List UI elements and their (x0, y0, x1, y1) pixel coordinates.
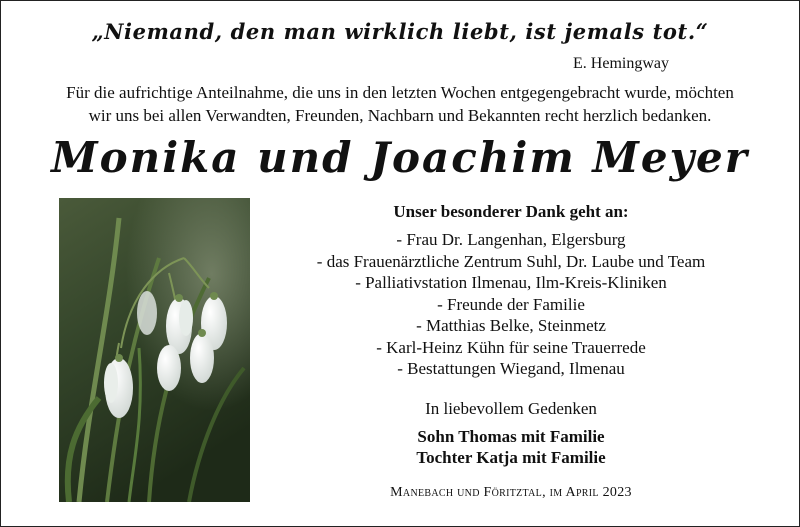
quote-author: E. Hemingway (573, 55, 669, 72)
thanks-item: - Karl-Heinz Kühn für seine Trauerrede (376, 337, 646, 357)
family-line: Sohn Thomas mit Familie (417, 427, 605, 446)
thanks-item: - Bestattungen Wiegand, Ilmenau (397, 359, 625, 378)
intro-line: wir uns bei allen Verwandten, Freunden, Nachbarn und Bekannten recht herzlich bedanken. (88, 106, 712, 125)
place-date: Manebach und Föritztal, im April 2023 (390, 485, 632, 500)
thanks-item: - Matthias Belke, Steinmetz (416, 316, 606, 335)
thanks-item: - Palliativstation Ilmenau, Ilm-Kreis-Kliniken (355, 273, 667, 292)
thanks-heading: Unser besonderer Dank geht an: (393, 202, 629, 221)
snowdrops-image (59, 198, 250, 502)
thanks-section (263, 201, 759, 380)
intro-line: Für die aufrichtige Anteilnahme, die uns in den letzten Wochen entgegengebracht wurde, möchten (66, 83, 734, 102)
thanks-item: - Frau Dr. Langenhan, Elgersburg (396, 230, 626, 249)
thanks-item: - das Frauenärztliche Zentrum Suhl, Dr. Laube und Team (316, 251, 706, 271)
memory-line: In liebevollem Gedenken (425, 399, 597, 418)
intro-text (21, 81, 779, 127)
quote: „Niemand, den man wirklich liebt, ist jemals tot.“ (91, 19, 709, 44)
family-signatures (263, 426, 759, 468)
thanks-item: - Freunde der Familie (437, 294, 585, 314)
thanks-list (263, 229, 759, 380)
family-line: Tochter Katja mit Familie (416, 448, 606, 467)
deceased-names: Monika und Joachim Meyer (51, 133, 749, 182)
